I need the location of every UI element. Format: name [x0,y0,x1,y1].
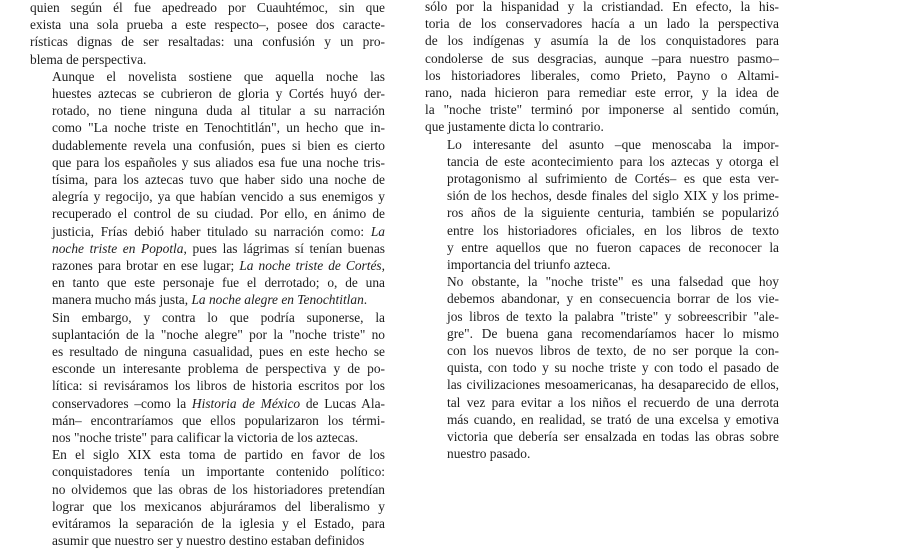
text-line: manera mucho más justa, La noche alegre en Tenochtitlan. [52,292,368,308]
text-line: jos libros de texto la palabra "triste" y sobreescribir "ale- [447,308,779,324]
text-line: con los nuevos libros de texto, de no ser porque la con- [447,343,779,359]
text-line: No obstante, la "noche triste" es una falsedad que hoy [447,274,779,290]
text-line: quista, con todo y su noche triste y con todo el pasado de [447,360,779,376]
text-line: y entre aquellos que no fueron capaces de reconocer la [447,239,779,255]
text-line: victoria que debería ser ensalzada en todas las obras sobre [447,429,779,445]
text-line: importancia del triunfo azteca. [447,257,611,273]
text-line: En el siglo XIX esta toma de partido en favor de los [52,447,385,463]
text-line: los historiadores liberales, como Prieto, Payno o Altami- [425,67,779,83]
left-page-text-column [30,0,385,550]
left-paragraph-3 [30,309,385,447]
text-line: alegría y regocijo, ya que habían vencido a sus enemigos y [52,189,385,205]
text-line: tancia de este acontecimiento para los aztecas y otorga el [447,153,779,169]
text-line: conquistadores tenía un importante contenido político: [52,464,385,480]
text-line: no olvidemos que las obras de los historiadores pretendían [52,481,385,497]
text-line: Sin embargo, y contra lo que podría suponerse, la [52,309,385,325]
left-paragraph-4 [30,446,385,549]
text-line: exista una sola prueba a este respecto–, posee dos caracte- [30,17,385,33]
text-line: blema de perspectiva. [30,51,147,67]
text-line: conservadores –como la Historia de México de Lucas Ala- [52,395,385,411]
text-line: más cuando, en realidad, se trató de una excelsa y emotiva [447,411,779,427]
right-paragraph-2 [425,136,779,274]
text-line: toria de los conservadores hacía a un lado la perspectiva [425,16,779,32]
text-line: la "noche triste" terminó por imponerse al sentido común, [425,102,779,118]
text-line: sión de los hechos, desde finales del siglo XIX y los prime- [447,188,779,204]
text-line: justicia, Frías debió haber titulado su narración como: La [52,223,385,239]
text-line: huestes aztecas se cubrieron de gloria y Cortés huyó der- [52,86,385,102]
text-line: que justamente dicta lo contrario. [425,119,604,135]
text-line: que para los españoles y sus aliados esa fue una noche tris- [52,154,385,170]
text-line: de los indígenas y asumía la de los conquistadores para [425,33,779,49]
text-line: recuperado el control de su ciudad. Por ello, en ánimo de [52,206,385,222]
text-line: evitáramos la separación de la iglesia y el Estado, para [52,516,385,532]
left-paragraph-2 [30,68,385,309]
text-line: rísticas dignas de ser resaltadas: una confusión y un pro- [30,34,385,50]
text-line: nuestro pasado. [447,446,531,462]
text-line: Lo interesante del asunto –que menoscaba la impor- [447,136,779,152]
text-line: asumir que nuestro ser y nuestro destino estaban definidos [52,533,365,549]
text-line: sólo por la hispanidad y la cristiandad. En efecto, la his- [425,0,779,14]
text-line: gre". De buena gana recomendaríamos hacer lo mismo [447,325,779,341]
text-line: suplantación de la "noche alegre" por la "noche triste" no [52,326,385,342]
text-line: rano, nada hicieron para remediar este error, y la idea de [425,85,779,101]
text-line: rotado, no tiene ninguna duda al titular a su narración [52,103,385,119]
text-line: protagonismo al sufrimiento de Cortés– es que esta ver- [447,171,779,187]
text-line: Aunque el novelista sostiene que aquella noche las [52,68,385,84]
text-line: dudablemente revela una confusión, pues si bien es cierto [52,137,385,153]
text-line: las civilizaciones mesoamericanas, ha desaparecido de ellos, [447,377,779,393]
text-line: esconde un interesante problema de perspectiva y de po- [52,361,385,377]
text-line: tísima, para los aztecas tuvo que haber sido una noche de [52,172,385,188]
text-line: nos "noche triste" para calificar la victoria de los aztecas. [52,430,359,446]
right-page-text-column [425,0,779,462]
text-line: lograr que los mexicanos abjuráramos del liberalismo y [52,498,385,514]
text-line: condolerse de sus desgracias, aunque –para nuestro pasmo– [425,50,779,66]
left-paragraph-1 [30,0,385,68]
right-paragraph-1 [425,0,779,136]
text-line: noche triste en Popotla, pues las lágrimas sí tenían buenas [52,240,385,256]
text-line: tal vez para evitar a los niños el recuerdo de una derrota [447,394,779,410]
text-line: entre los historiadores oficiales, en los libros de texto [447,222,779,238]
text-line: es resultado de ninguna casualidad, pues en este hecho se [52,344,385,360]
text-line: lítica: si revisáramos los libros de historia escritos por los [52,378,385,394]
text-line: debemos abandonar, y en consecuencia borrar de los vie- [447,291,779,307]
right-paragraph-3 [425,273,779,462]
text-line: quien según él fue apedreado por Cuauhtémoc, sin que [30,0,385,15]
text-line: mán– encontraríamos que ellos popularizaron los térmi- [52,412,385,428]
text-line: en tanto que este personaje fue el derrotado; o, de una [52,275,385,291]
text-line: razones para brotar en ese lugar; La noche triste de Cortés, [52,258,385,274]
text-line: ros años de la siguiente centuria, también se popularizó [447,205,779,221]
text-line: como "La noche triste en Tenochtitlán", un hecho que in- [52,120,385,136]
